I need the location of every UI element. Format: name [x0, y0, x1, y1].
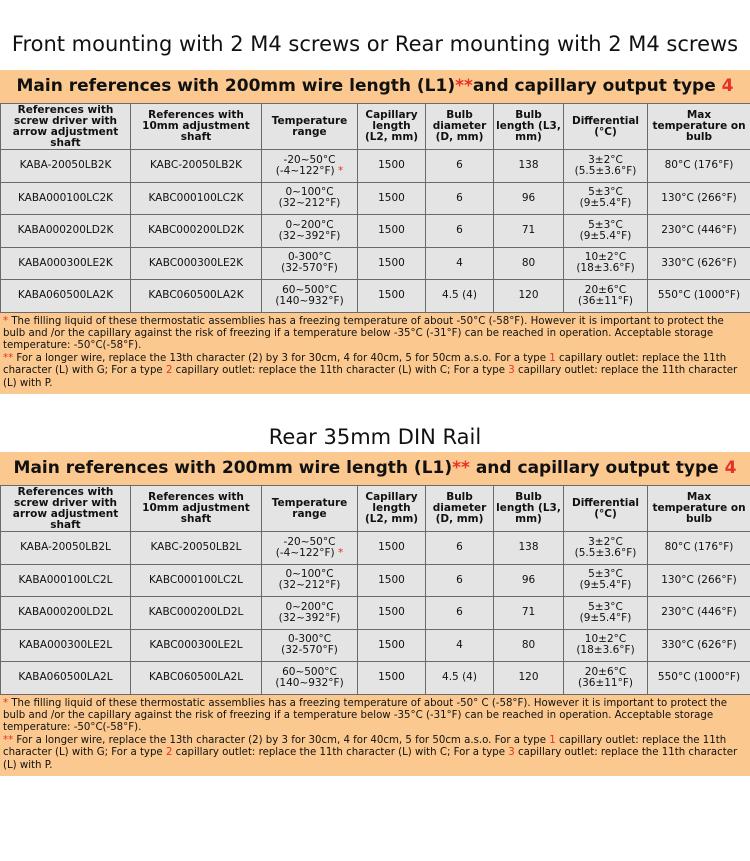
diff-c: 3±2°C — [588, 153, 623, 166]
max-temp-cell: 330°C (626°F) — [648, 629, 750, 662]
diff-cell — [564, 150, 648, 183]
ref-screw-cell: KABA000300LE2K — [1, 247, 131, 280]
temp-f: (32-570°F) — [281, 644, 338, 657]
diff-c: 5±3°C — [588, 218, 623, 231]
temp-c: 60~500°C — [282, 283, 337, 296]
ref-shaft-cell: KABC000200LD2K — [131, 215, 262, 248]
col-header-temp: Temperature range — [262, 486, 358, 532]
freeze-star: * — [337, 546, 344, 559]
temp-f: (32~392°F) — [278, 229, 341, 242]
diff-f: (9±5.4°F) — [579, 611, 632, 624]
bulb-len-cell: 120 — [494, 280, 564, 313]
note-wire-length — [3, 353, 747, 390]
note-wire-length — [3, 735, 747, 772]
capillary-cell: 1500 — [358, 247, 426, 280]
col-header-capillary: Capillary length (L2, mm) — [358, 104, 426, 150]
col-header-max-temp: Max temperature on bulb — [648, 104, 750, 150]
capillary-cell: 1500 — [358, 150, 426, 183]
bulb-len-cell: 96 — [494, 182, 564, 215]
bulb-len-cell: 138 — [494, 150, 564, 183]
table-row — [1, 280, 750, 313]
bulb-dia-cell: 6 — [426, 150, 494, 183]
capillary-cell: 1500 — [358, 629, 426, 662]
col-header-bulb-len: Bulb length (L3, mm) — [494, 486, 564, 532]
ref-shaft-cell: KABC000100LC2K — [131, 182, 262, 215]
ref-screw-cell: KABA-20050LB2L — [1, 532, 131, 565]
ref-shaft-cell: KABC000300LE2K — [131, 247, 262, 280]
diff-c: 5±3°C — [588, 568, 623, 581]
temp-c: 0~200°C — [285, 218, 334, 231]
temp-cell — [262, 215, 358, 248]
note-text: For a longer wire, replace the 13th character (2) by 3 for 30cm, 4 for 40cm, 5 for 50cm a.s.o. For a type — [13, 734, 550, 746]
temp-cell — [262, 564, 358, 597]
bulb-len-cell: 120 — [494, 662, 564, 695]
capillary-cell: 1500 — [358, 280, 426, 313]
temp-c: 0-300°C — [287, 251, 332, 264]
max-temp-cell: 230°C (446°F) — [648, 215, 750, 248]
col-header-ref-shaft: References with 10mm adjustment shaft — [131, 104, 262, 150]
diff-c: 5±3°C — [588, 186, 623, 199]
temp-c: -20~50°C — [283, 535, 336, 548]
col-header-max-temp: Max temperature on bulb — [648, 486, 750, 532]
section2-title: Rear 35mm DIN Rail — [268, 425, 482, 449]
table-row — [1, 215, 750, 248]
capillary-cell: 1500 — [358, 597, 426, 630]
col-header-diff: Differential (°C) — [564, 104, 648, 150]
note-text: capillary outlet: replace the 11th character (L) with P. — [3, 747, 738, 771]
diff-f: (36±11°F) — [577, 294, 633, 307]
max-temp-cell: 330°C (626°F) — [648, 247, 750, 280]
note-stars: ** — [3, 734, 14, 746]
diff-cell — [564, 215, 648, 248]
banner-type: 4 — [724, 458, 737, 478]
ref-shaft-cell: KABC060500LA2L — [131, 662, 262, 695]
bulb-dia-cell: 6 — [426, 215, 494, 248]
col-header-diff: Differential (°C) — [564, 486, 648, 532]
col-header-bulb-len: Bulb length (L3, mm) — [494, 104, 564, 150]
banner-main: Main references with 200mm wire length (L1) — [16, 76, 456, 96]
col-header-bulb-dia: Bulb diameter (D, mm) — [426, 486, 494, 532]
temp-c: 0~100°C — [285, 186, 334, 199]
diff-f: (18±3.6°F) — [576, 644, 635, 657]
bulb-len-cell: 80 — [494, 629, 564, 662]
col-header-ref-screw: References with screw driver with arrow adjustment shaft — [1, 104, 131, 150]
max-temp-cell: 80°C (176°F) — [648, 150, 750, 183]
note-text: capillary outlet: replace the 11th character (L) with G; For a type — [3, 352, 727, 377]
table-header-row — [1, 104, 750, 150]
ref-screw-cell: KABA060500LA2K — [1, 280, 131, 313]
diff-c: 10±2°C — [584, 633, 627, 646]
diff-cell — [564, 629, 648, 662]
temp-cell — [262, 532, 358, 565]
note-text: For a longer wire, replace the 13th character (2) by 3 for 30cm, 4 for 40cm, 5 for 50cm a.s.o. For a type — [13, 352, 550, 364]
banner-stars: ** — [455, 76, 473, 96]
ref-shaft-cell: KABC000300LE2L — [131, 629, 262, 662]
capillary-cell: 1500 — [358, 662, 426, 695]
diff-cell — [564, 597, 648, 630]
note-text: capillary outlet: replace the 11th character (L) with P. — [3, 365, 738, 389]
note-text: The filling liquid of these thermostatic assemblies has a freezing temperature of about -50° C (-58°F). However it is important to protect the bulb and /or the capillary against the risk of freezing if a temperature below -35°C (-31°F) can be reached in operation. Acceptable storage temperature: -50°C(-58°F). — [3, 697, 728, 734]
note-star: * — [3, 315, 9, 327]
type-number: 1 — [549, 734, 556, 746]
ref-screw-cell: KABA000100LC2L — [1, 564, 131, 597]
diff-cell — [564, 247, 648, 280]
bulb-dia-cell: 6 — [426, 532, 494, 565]
ref-screw-cell: KABA000200LD2L — [1, 597, 131, 630]
diff-f: (9±5.4°F) — [579, 229, 632, 242]
temp-c: 0~100°C — [285, 568, 334, 581]
temp-f: (32~212°F) — [278, 197, 341, 210]
bulb-len-cell: 138 — [494, 532, 564, 565]
ref-shaft-cell: KABC-20050LB2L — [131, 532, 262, 565]
bulb-dia-cell: 4 — [426, 247, 494, 280]
col-header-bulb-dia: Bulb diameter (D, mm) — [426, 104, 494, 150]
temp-f: (140~932°F) — [275, 294, 344, 307]
diff-cell — [564, 662, 648, 695]
section1-block — [0, 70, 750, 394]
max-temp-cell: 550°C (1000°F) — [648, 280, 750, 313]
temp-c: 0~200°C — [285, 600, 334, 613]
ref-shaft-cell: KABC000100LC2L — [131, 564, 262, 597]
section1-table — [0, 103, 750, 313]
diff-f: (36±11°F) — [577, 676, 633, 689]
table-row — [1, 532, 750, 565]
ref-shaft-cell: KABC-20050LB2K — [131, 150, 262, 183]
max-temp-cell: 130°C (266°F) — [648, 182, 750, 215]
bulb-dia-cell: 6 — [426, 564, 494, 597]
note-stars: ** — [3, 352, 14, 364]
temp-cell — [262, 662, 358, 695]
diff-f: (5.5±3.6°F) — [574, 546, 637, 559]
banner-main: Main references with 200mm wire length (L1) — [13, 458, 453, 478]
capillary-cell: 1500 — [358, 182, 426, 215]
type-number: 1 — [549, 352, 556, 364]
capillary-cell: 1500 — [358, 532, 426, 565]
note-star: * — [3, 697, 9, 709]
temp-c: 0-300°C — [287, 633, 332, 646]
bulb-len-cell: 96 — [494, 564, 564, 597]
table-row — [1, 150, 750, 183]
temp-f: (32-570°F) — [281, 262, 338, 275]
max-temp-cell: 550°C (1000°F) — [648, 662, 750, 695]
ref-screw-cell: KABA000100LC2K — [1, 182, 131, 215]
bulb-len-cell: 71 — [494, 215, 564, 248]
table-row — [1, 247, 750, 280]
temp-f: (-4~122°F) — [275, 546, 335, 559]
section2-notes — [0, 695, 750, 776]
ref-shaft-cell: KABC060500LA2K — [131, 280, 262, 313]
type-number: 2 — [165, 747, 173, 759]
table-row — [1, 629, 750, 662]
ref-screw-cell: KABA-20050LB2K — [1, 150, 131, 183]
section1-banner — [0, 70, 750, 103]
col-header-ref-shaft: References with 10mm adjustment shaft — [131, 486, 262, 532]
diff-f: (9±5.4°F) — [579, 197, 632, 210]
bulb-dia-cell: 6 — [426, 597, 494, 630]
temp-f: (-4~122°F) — [275, 164, 335, 177]
temp-cell — [262, 629, 358, 662]
note-text: capillary outlet: replace the 11th character (L) with C; For a type — [172, 365, 509, 377]
col-header-capillary: Capillary length (L2, mm) — [358, 486, 426, 532]
bulb-dia-cell: 4 — [426, 629, 494, 662]
section2-banner — [0, 452, 750, 485]
temp-f: (140~932°F) — [275, 676, 344, 689]
type-number: 3 — [508, 747, 515, 759]
ref-screw-cell: KABA000200LD2K — [1, 215, 131, 248]
diff-f: (5.5±3.6°F) — [574, 164, 637, 177]
table-row — [1, 662, 750, 695]
bulb-dia-cell: 6 — [426, 182, 494, 215]
diff-f: (9±5.4°F) — [579, 579, 632, 592]
diff-c: 3±2°C — [588, 535, 623, 548]
table-row — [1, 564, 750, 597]
note-text: capillary outlet: replace the 11th character (L) with C; For a type — [172, 747, 509, 759]
temp-f: (32~212°F) — [278, 579, 341, 592]
capillary-cell: 1500 — [358, 564, 426, 597]
temp-cell — [262, 247, 358, 280]
table-row — [1, 597, 750, 630]
section2-table — [0, 485, 750, 695]
diff-cell — [564, 564, 648, 597]
type-number: 2 — [165, 365, 173, 377]
diff-c: 20±6°C — [584, 665, 627, 678]
temp-cell — [262, 280, 358, 313]
col-header-ref-screw: References with screw driver with arrow adjustment shaft — [1, 486, 131, 532]
section1-title: Front mounting with 2 M4 screws or Rear mounting with 2 M4 screws — [11, 32, 739, 56]
temp-f: (32~392°F) — [278, 611, 341, 624]
col-header-temp: Temperature range — [262, 104, 358, 150]
type-number: 3 — [508, 365, 515, 377]
diff-f: (18±3.6°F) — [576, 262, 635, 275]
diff-c: 5±3°C — [588, 600, 623, 613]
temp-c: -20~50°C — [283, 153, 336, 166]
note-text: capillary outlet: replace the 11th character (L) with G; For a type — [3, 734, 727, 759]
temp-cell — [262, 150, 358, 183]
temp-cell — [262, 597, 358, 630]
bulb-len-cell: 80 — [494, 247, 564, 280]
bulb-dia-cell: 4.5 (4) — [426, 280, 494, 313]
banner-stars: ** — [452, 458, 470, 478]
max-temp-cell: 80°C (176°F) — [648, 532, 750, 565]
ref-screw-cell: KABA060500LA2L — [1, 662, 131, 695]
diff-cell — [564, 280, 648, 313]
max-temp-cell: 230°C (446°F) — [648, 597, 750, 630]
section1-notes — [0, 313, 750, 394]
bulb-dia-cell: 4.5 (4) — [426, 662, 494, 695]
capillary-cell: 1500 — [358, 215, 426, 248]
max-temp-cell: 130°C (266°F) — [648, 564, 750, 597]
banner-tail: and capillary output type — [469, 458, 725, 478]
temp-c: 60~500°C — [282, 665, 337, 678]
diff-c: 20±6°C — [584, 283, 627, 296]
note-freezing — [3, 316, 747, 353]
section2-block — [0, 452, 750, 776]
note-text: The filling liquid of these thermostatic assemblies has a freezing temperature of about -50°C (-58°F). However it is important to protect the bulb and /or the capillary against the risk of freezing if a temperature below -35°C (-31°F) can be reached in operation. Acceptable storage temperature: -50°C(-58°F). — [3, 315, 724, 352]
diff-c: 10±2°C — [584, 251, 627, 264]
table-row — [1, 182, 750, 215]
ref-shaft-cell: KABC000200LD2L — [131, 597, 262, 630]
diff-cell — [564, 182, 648, 215]
freeze-star: * — [337, 164, 344, 177]
bulb-len-cell: 71 — [494, 597, 564, 630]
banner-type: 4 — [721, 76, 734, 96]
table-header-row — [1, 486, 750, 532]
ref-screw-cell: KABA000300LE2L — [1, 629, 131, 662]
banner-tail: and capillary output type — [472, 76, 722, 96]
temp-cell — [262, 182, 358, 215]
diff-cell — [564, 532, 648, 565]
note-freezing — [3, 698, 747, 735]
